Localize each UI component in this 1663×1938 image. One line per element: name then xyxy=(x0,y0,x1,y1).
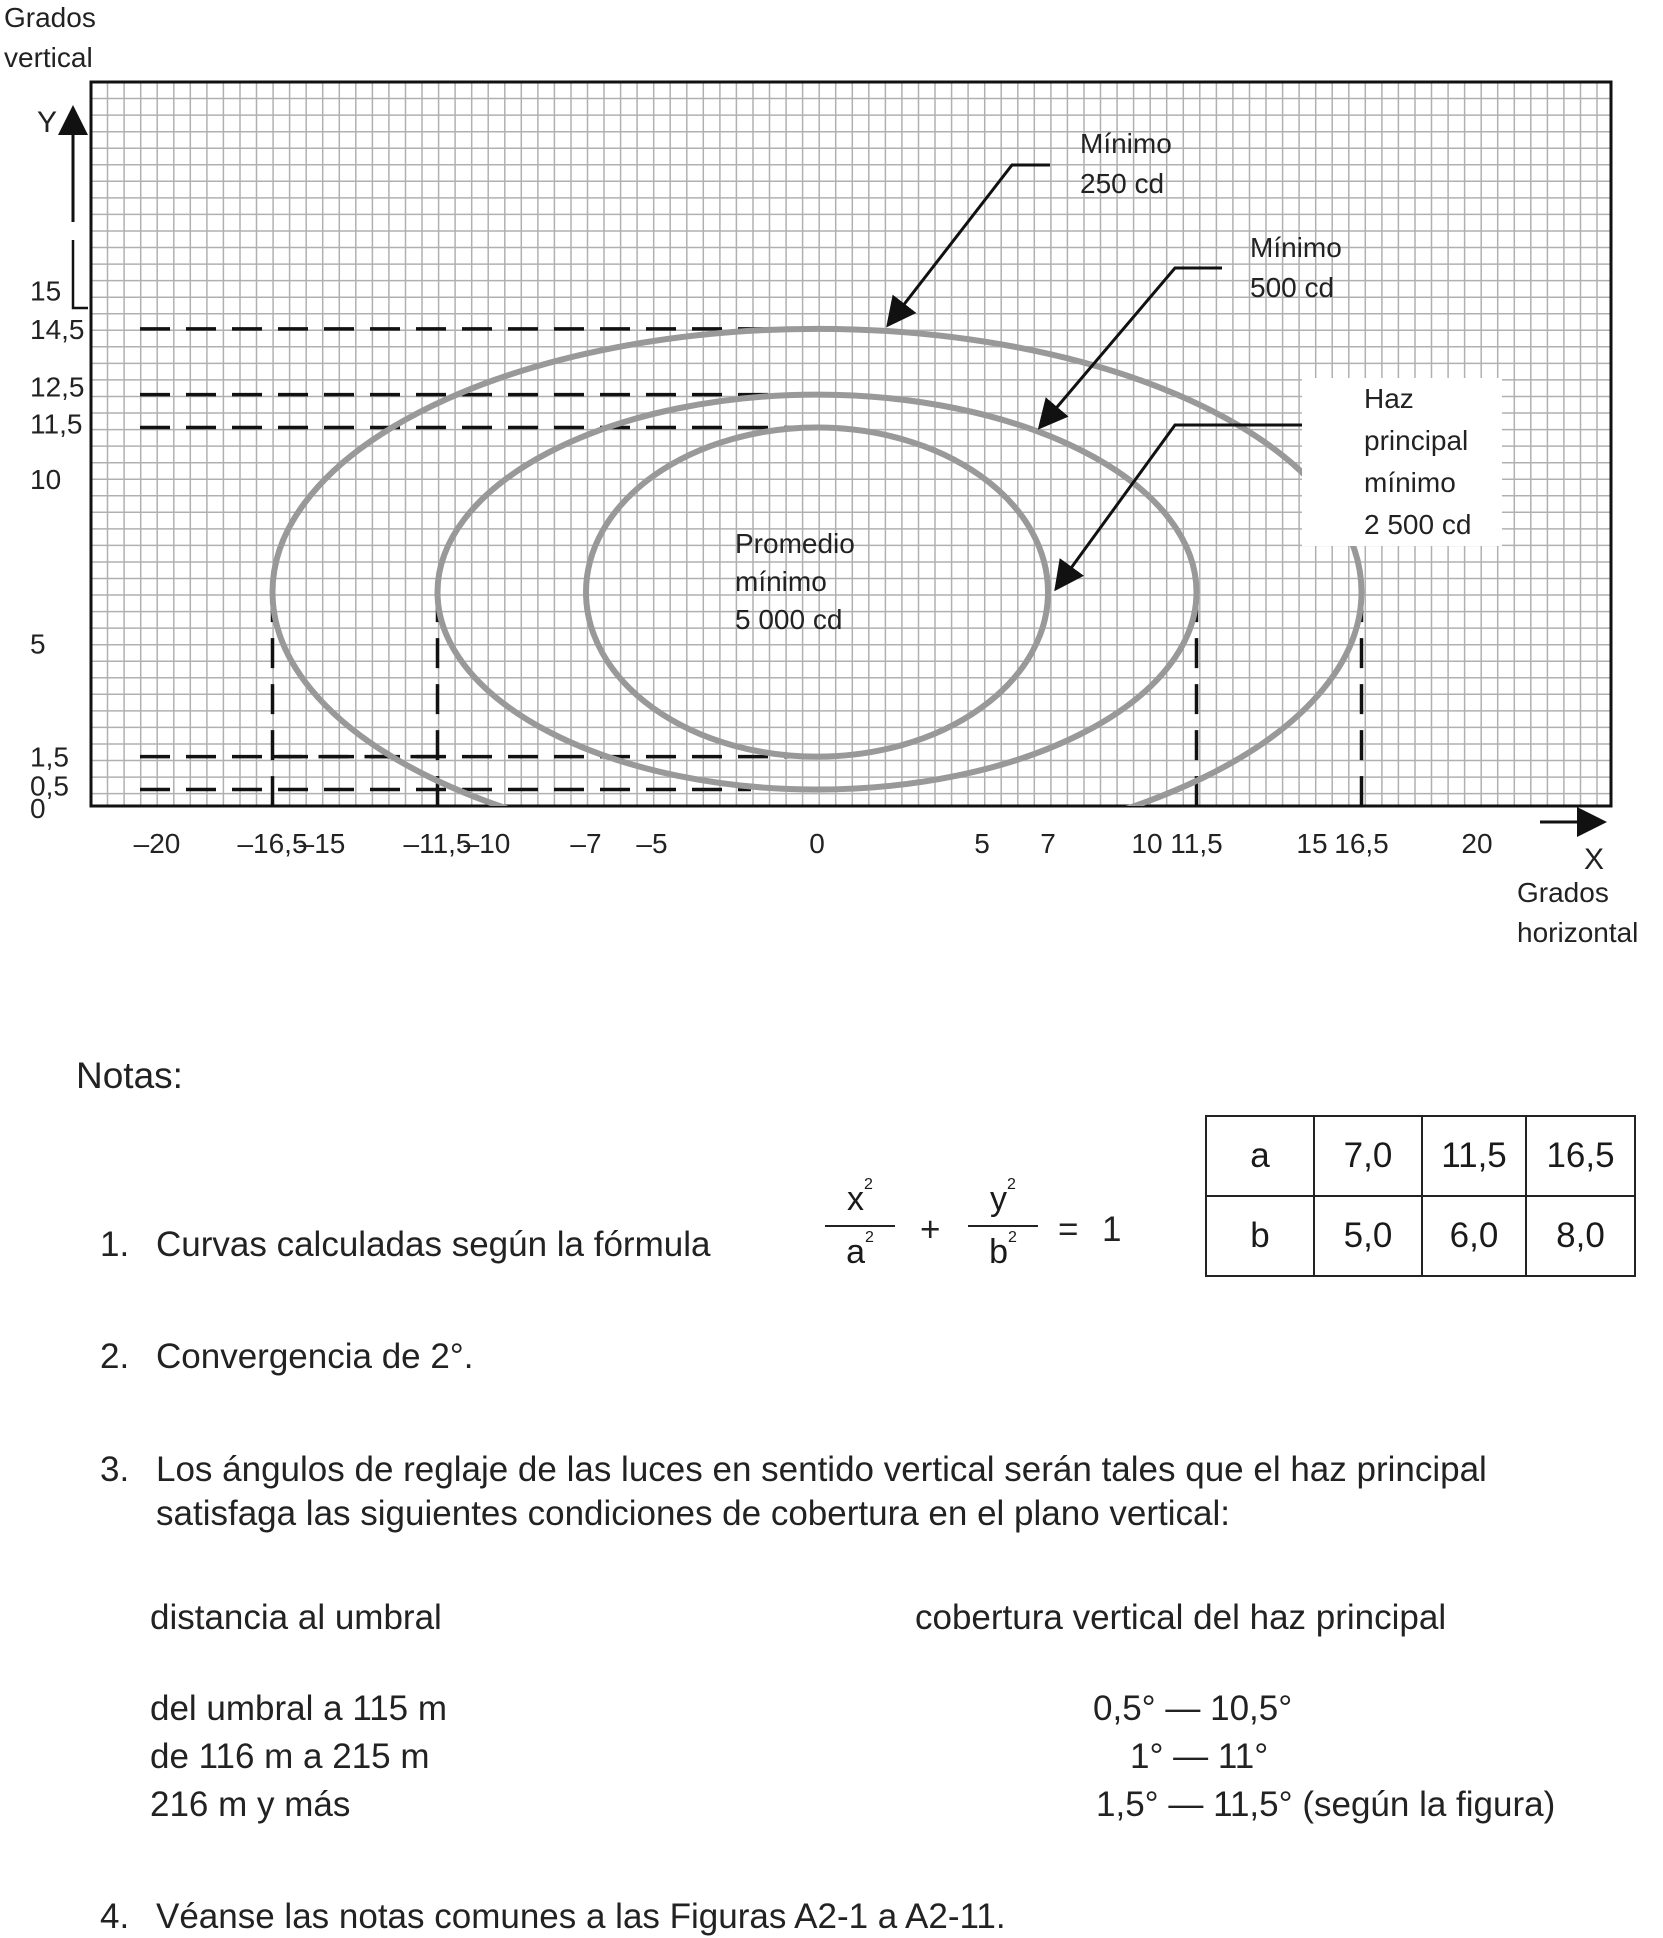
label-2500cd-line: 2 500 cd xyxy=(1364,509,1472,540)
fraction-x-over-a: $x^2$ $a^2$ xyxy=(825,1180,895,1272)
y-axis-title-line-1: Grados xyxy=(4,2,96,33)
coverage-row-2: 1° — 11° xyxy=(1130,1737,1269,1776)
x-tick-label: 5 xyxy=(974,828,990,859)
label-250cd-line: Mínimo xyxy=(1080,128,1172,159)
table-row xyxy=(1206,1196,1635,1276)
x-tick-label: –7 xyxy=(570,828,602,859)
x-tick-label: –15 xyxy=(298,828,346,859)
note-4-number: 4. xyxy=(100,1897,130,1936)
note-4-text: Véanse las notas comunes a las Figuras A2-1 a A2-11. xyxy=(156,1897,1006,1936)
table-cell: b xyxy=(1206,1196,1314,1276)
note-2-number: 2. xyxy=(100,1337,130,1376)
y-axis-title-line-2: vertical xyxy=(4,42,93,73)
y-axis-letter: Y xyxy=(37,106,58,139)
label-500cd-line: Mínimo xyxy=(1250,232,1342,263)
x-axis-letter: X xyxy=(1584,843,1605,876)
label-2500cd-line: Haz xyxy=(1364,383,1414,414)
y-tick-label: 14,5 xyxy=(30,313,85,345)
y-tick-label: 10 xyxy=(30,463,62,495)
note-3-line-2: satisfaga las siguientes condiciones de cobertura en el plano vertical: xyxy=(156,1494,1230,1533)
table-cell: a xyxy=(1206,1116,1314,1196)
ab-parameter-table xyxy=(1205,1115,1636,1277)
formula-equals: = xyxy=(1058,1210,1079,1249)
y-tick-label: 11,5 xyxy=(30,408,83,440)
callout-arrow-2500cd xyxy=(1056,425,1302,589)
x-tick-label: –20 xyxy=(133,828,181,859)
note-1-number: 1. xyxy=(100,1225,130,1264)
note-1-text: Curvas calculadas según la fórmula xyxy=(156,1225,711,1264)
callout-arrows xyxy=(888,165,1302,589)
y-tick-label: 0,5 xyxy=(30,770,69,802)
y-axis-bracket xyxy=(73,240,88,308)
x-tick-label: 0 xyxy=(809,828,825,859)
table-cell: 6,0 xyxy=(1422,1196,1526,1276)
column-heading-coverage: cobertura vertical del haz principal xyxy=(915,1598,1447,1637)
center-label-line: Promedio xyxy=(735,528,855,559)
center-label-line: mínimo xyxy=(735,566,827,597)
coverage-row-3: 1,5° — 11,5° (según la figura) xyxy=(1096,1785,1556,1824)
x-axis-title-line-2: horizontal xyxy=(1517,917,1639,948)
x-tick-label: 15 xyxy=(1296,828,1328,859)
table-cell: 8,0 xyxy=(1526,1196,1635,1276)
column-heading-distance: distancia al umbral xyxy=(150,1598,442,1637)
callout-arrow-250cd xyxy=(888,165,1050,325)
coverage-row-1: 0,5° — 10,5° xyxy=(1093,1689,1293,1728)
distance-row-2: de 116 m a 215 m xyxy=(150,1737,430,1776)
center-label-line: 5 000 cd xyxy=(735,604,843,635)
x-tick-label: –10 xyxy=(463,828,511,859)
table-cell: 16,5 xyxy=(1526,1116,1635,1196)
x-tick-label: 10 xyxy=(1131,828,1163,859)
y-tick-label: 1,5 xyxy=(30,741,69,773)
distance-row-1: del umbral a 115 m xyxy=(150,1689,448,1728)
y-tick-label: 15 xyxy=(30,275,62,307)
y-tick-label: 12,5 xyxy=(30,371,85,403)
label-500cd-line: 500 cd xyxy=(1250,272,1335,303)
y-tick-label: 0 xyxy=(30,793,46,824)
x-tick-label: 7 xyxy=(1040,828,1056,859)
x-tick-label: –11,5 xyxy=(403,828,472,859)
label-2500cd-line: mínimo xyxy=(1364,467,1456,498)
label-2500cd-line: principal xyxy=(1364,425,1469,456)
note-3-line-1: Los ángulos de reglaje de las luces en sentido vertical serán tales que el haz principal xyxy=(156,1450,1487,1489)
note-2-text: Convergencia de 2°. xyxy=(156,1337,474,1376)
x-tick-label: 20 xyxy=(1461,828,1493,859)
x-axis-title-line-1: Grados xyxy=(1517,877,1609,908)
label-250cd-line: 250 cd xyxy=(1080,168,1165,199)
formula-one: 1 xyxy=(1102,1210,1122,1249)
table-cell: 11,5 xyxy=(1422,1116,1526,1196)
fraction-y-over-b: $y^2$ $b^2$ xyxy=(968,1180,1038,1272)
table-row xyxy=(1206,1116,1635,1196)
y-tick-label: 5 xyxy=(30,628,46,660)
x-tick-label: 16,5 xyxy=(1334,828,1389,859)
table-cell: 5,0 xyxy=(1314,1196,1422,1276)
curve-labels xyxy=(735,128,1502,635)
note-3-number: 3. xyxy=(100,1450,130,1489)
x-tick-label: –5 xyxy=(636,828,668,859)
formula-plus: + xyxy=(920,1210,941,1249)
table-cell: 7,0 xyxy=(1314,1116,1422,1196)
x-tick-label: 11,5 xyxy=(1170,828,1223,859)
x-tick-label: –16,5 xyxy=(237,828,308,859)
distance-row-3: 216 m y más xyxy=(150,1785,351,1824)
notes-heading: Notas: xyxy=(76,1055,183,1096)
